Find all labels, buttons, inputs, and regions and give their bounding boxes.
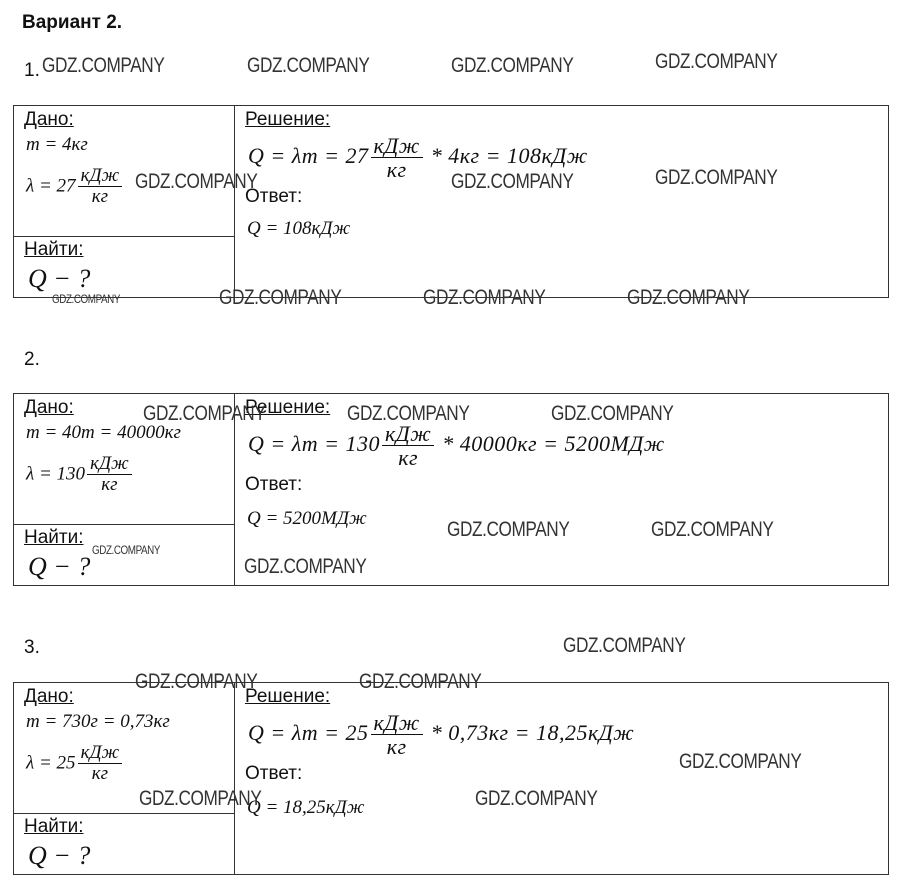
find-label: Найти: (24, 239, 84, 260)
find-value: Q − ? (28, 264, 91, 293)
watermark: GDZ.COMPANY (651, 518, 774, 541)
solution-label: Решение: (245, 109, 331, 130)
column-divider (234, 683, 235, 874)
watermark: GDZ.COMPANY (551, 402, 674, 425)
answer-value: Q = 18,25кДж (247, 797, 365, 818)
watermark: GDZ.COMPANY (92, 543, 161, 557)
watermark: GDZ.COMPANY (447, 518, 570, 541)
answer-label: Ответ: (245, 763, 303, 784)
watermark: GDZ.COMPANY (423, 286, 546, 309)
given-label: Дано: (24, 109, 74, 130)
given-lambda: λ = 130 $\frac{\text{кДж}}{кг}$ (26, 454, 134, 496)
watermark: GDZ.COMPANY (679, 750, 802, 773)
problem-number: 1. (24, 60, 40, 81)
solution-formula: Q = λm = 130 $\frac{\text{кДж}}{кг}$ * 40000кг = 5200МДж (248, 421, 665, 471)
row-divider (14, 236, 235, 237)
problem-number: 2. (24, 349, 40, 370)
watermark: GDZ.COMPANY (42, 54, 165, 77)
answer-value: Q = 108кДж (247, 218, 351, 239)
watermark: GDZ.COMPANY (135, 170, 258, 193)
find-value: Q − ? (28, 552, 91, 581)
answer-label: Ответ: (245, 186, 303, 207)
watermark: GDZ.COMPANY (359, 670, 482, 693)
watermark: GDZ.COMPANY (52, 292, 121, 306)
given-mass: m = 730г = 0,73кг (26, 711, 170, 732)
watermark: GDZ.COMPANY (139, 787, 262, 810)
find-label: Найти: (24, 527, 84, 548)
given-mass: m = 4кг (26, 134, 88, 155)
watermark: GDZ.COMPANY (563, 634, 686, 657)
watermark: GDZ.COMPANY (451, 170, 574, 193)
watermark: GDZ.COMPANY (143, 402, 266, 425)
watermark: GDZ.COMPANY (627, 286, 750, 309)
watermark: GDZ.COMPANY (451, 54, 574, 77)
given-label: Дано: (24, 397, 74, 418)
solution-formula: Q = λm = 25 $\frac{\text{кДж}}{кг}$ * 0,73кг = 18,25кДж (248, 710, 635, 760)
find-label: Найти: (24, 816, 84, 837)
problem-3-table (13, 682, 889, 875)
answer-label: Ответ: (245, 474, 303, 495)
watermark: GDZ.COMPANY (475, 787, 598, 810)
solution-formula: Q = λm = 27 $\frac{\text{кДж}}{кг}$ * 4кг = 108кДж (248, 133, 588, 183)
given-mass: m = 40т = 40000кг (26, 422, 181, 443)
watermark: GDZ.COMPANY (347, 402, 470, 425)
watermark: GDZ.COMPANY (244, 555, 367, 578)
page-title: Вариант 2. (22, 12, 123, 33)
watermark: GDZ.COMPANY (135, 670, 258, 693)
solution-label: Решение: (245, 686, 331, 707)
problem-1-table (13, 105, 889, 298)
watermark: GDZ.COMPANY (655, 166, 778, 189)
find-value: Q − ? (28, 841, 91, 870)
row-divider (14, 813, 235, 814)
solution-label: Решение: (245, 397, 331, 418)
problem-number: 3. (24, 637, 40, 658)
watermark: GDZ.COMPANY (247, 54, 370, 77)
row-divider (14, 524, 235, 525)
given-lambda: λ = 27 $\frac{\text{кДж}}{кг}$ (26, 166, 124, 208)
column-divider (234, 106, 235, 297)
answer-value: Q = 5200МДж (247, 508, 367, 529)
watermark: GDZ.COMPANY (219, 286, 342, 309)
watermark: GDZ.COMPANY (655, 50, 778, 73)
given-lambda: λ = 25 $\frac{\text{кДж}}{кг}$ (26, 743, 124, 785)
given-label: Дано: (24, 686, 74, 707)
